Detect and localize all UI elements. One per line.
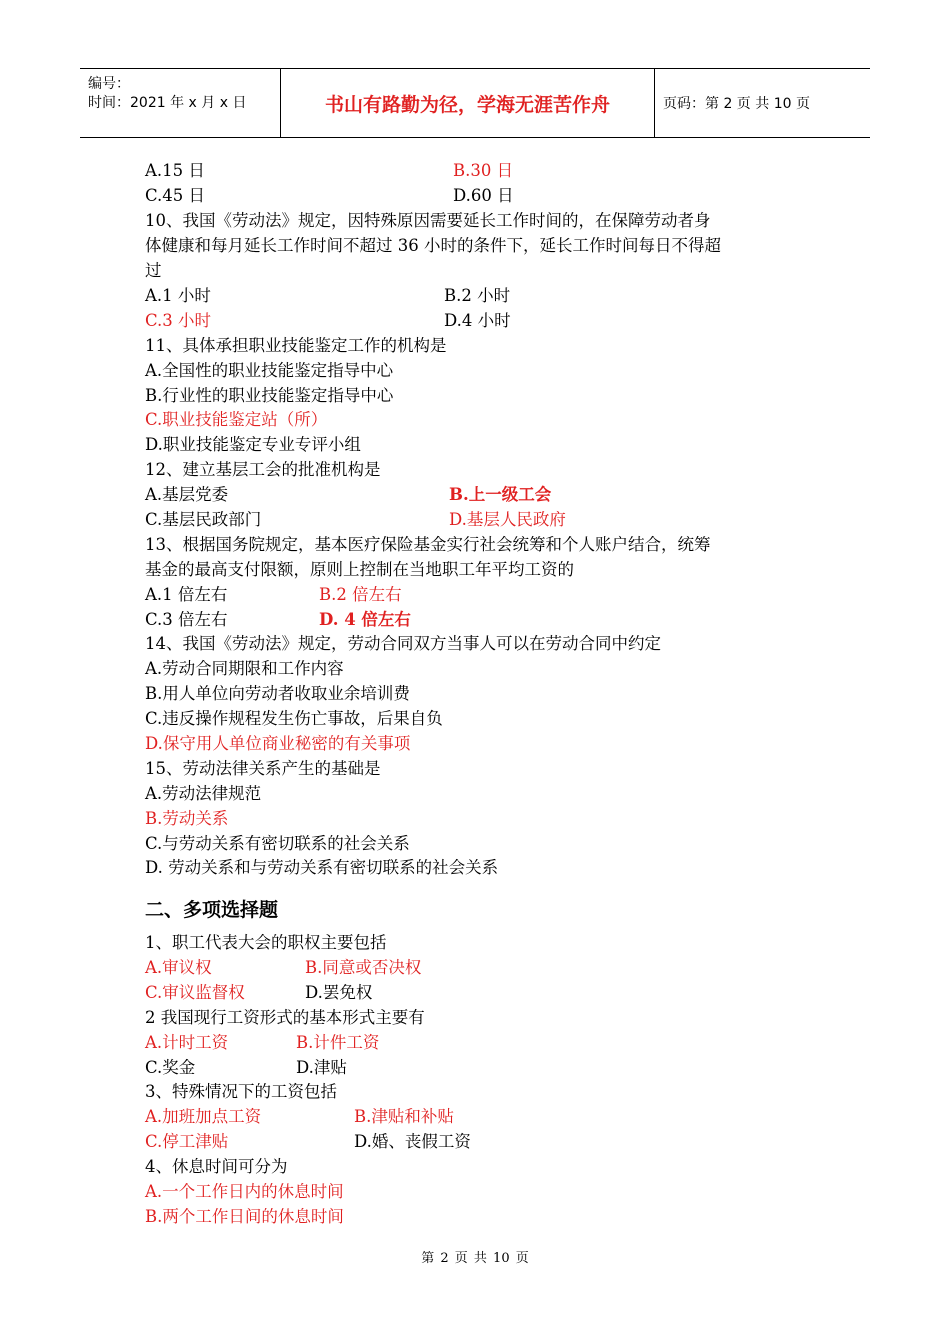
option-d: D. 劳动关系和与劳动关系有密切联系的社会关系 [145, 858, 499, 877]
option-c-answer: C.审议监督权 [145, 983, 245, 1002]
option-d: D.职业技能鉴定专业专评小组 [145, 435, 361, 454]
option-b-answer: B.计件工资 [296, 1033, 380, 1052]
option-c-answer: C.职业技能鉴定站（所） [145, 410, 328, 429]
question-13-line-2: 基金的最高支付限额，原则上控制在当地职工年平均工资的 [145, 560, 574, 579]
option-c-answer: C.3 小时 [145, 311, 212, 330]
option-c: C.违反操作规程发生伤亡事故，后果自负 [145, 709, 443, 728]
option-b-answer: B.劳动关系 [145, 809, 229, 828]
section-heading-multiple-choice: 二、多项选择题 [145, 899, 279, 921]
header-motto: 书山有路勤为径，学海无涯苦作舟 [281, 69, 655, 137]
option-d: D.4 小时 [444, 311, 511, 330]
option-a: A.1 倍左右 [145, 585, 228, 604]
question-10-line-2: 体健康和每月延长工作时间不超过 36 小时的条件下，延长工作时间每日不得超 [145, 236, 721, 255]
option-a: A.劳动合同期限和工作内容 [145, 659, 344, 678]
multi-question-4: 4、休息时间可分为 [145, 1157, 288, 1176]
option-c: C.与劳动关系有密切联系的社会关系 [145, 834, 410, 853]
page-footer: 第 2 页 共 10 页 [421, 1251, 529, 1266]
multi-question-2: 2 我国现行工资形式的基本形式主要有 [145, 1008, 425, 1027]
option-b-answer: B.两个工作日间的休息时间 [145, 1207, 344, 1226]
option-b: B.用人单位向劳动者收取业余培训费 [145, 684, 410, 703]
option-d-answer: D.保守用人单位商业秘密的有关事项 [145, 734, 411, 753]
option-a-answer: A.一个工作日内的休息时间 [145, 1182, 344, 1201]
option-d: D.罢免权 [305, 983, 373, 1002]
multi-question-1: 1、职工代表大会的职权主要包括 [145, 933, 387, 952]
option-d: D.婚、丧假工资 [354, 1132, 471, 1151]
option-d-answer: D.基层人民政府 [449, 510, 566, 529]
question-14: 14、我国《劳动法》规定，劳动合同双方当事人可以在劳动合同中约定 [145, 634, 661, 653]
option-a-answer: A.审议权 [145, 958, 212, 977]
question-12: 12、建立基层工会的批准机构是 [145, 460, 381, 479]
number-label: 编号： [88, 76, 130, 92]
option-a: A.全国性的职业技能鉴定指导中心 [145, 361, 394, 380]
question-11: 11、具体承担职业技能鉴定工作的机构是 [145, 336, 447, 355]
option-a: A.劳动法律规范 [145, 784, 262, 803]
option-d-answer: D. 4 倍左右 [319, 610, 411, 629]
option-c: C.3 倍左右 [145, 610, 228, 629]
option-b: B.行业性的职业技能鉴定指导中心 [145, 386, 394, 405]
date-label: 时间：2021 年 x 月 x 日 [88, 95, 247, 111]
header-meta-cell [80, 69, 281, 137]
question-10-line-3: 过 [145, 261, 162, 280]
question-15: 15、劳动法律关系产生的基础是 [145, 759, 381, 778]
option-a: A.1 小时 [145, 286, 211, 305]
header-page-info: 页码：第 2 页 共 10 页 [663, 96, 810, 112]
option-d: D.津贴 [296, 1058, 347, 1077]
question-10-line-1: 10、我国《劳动法》规定，因特殊原因需要延长工作时间的，在保障劳动者身 [145, 211, 711, 230]
option-d: D.60 日 [453, 186, 514, 205]
option-b-answer: B.2 倍左右 [319, 585, 402, 604]
multi-question-3: 3、特殊情况下的工资包括 [145, 1082, 337, 1101]
option-a-answer: A.加班加点工资 [145, 1107, 262, 1126]
option-a: A.15 日 [145, 161, 205, 180]
option-b-answer: B.同意或否决权 [305, 958, 422, 977]
page-header [80, 68, 870, 138]
option-c: C.45 日 [145, 186, 206, 205]
option-c-answer: C.停工津贴 [145, 1132, 229, 1151]
option-c: C.奖金 [145, 1058, 196, 1077]
option-b-answer: B.津贴和补贴 [354, 1107, 454, 1126]
question-13-line-1: 13、根据国务院规定，基本医疗保险基金实行社会统筹和个人账户结合，统筹 [145, 535, 711, 554]
option-a-answer: A.计时工资 [145, 1033, 229, 1052]
option-b-answer: B.30 日 [453, 161, 514, 180]
option-b-answer: B.上一级工会 [449, 485, 552, 504]
option-b: B.2 小时 [444, 286, 511, 305]
option-a: A.基层党委 [145, 485, 229, 504]
option-c: C.基层民政部门 [145, 510, 262, 529]
